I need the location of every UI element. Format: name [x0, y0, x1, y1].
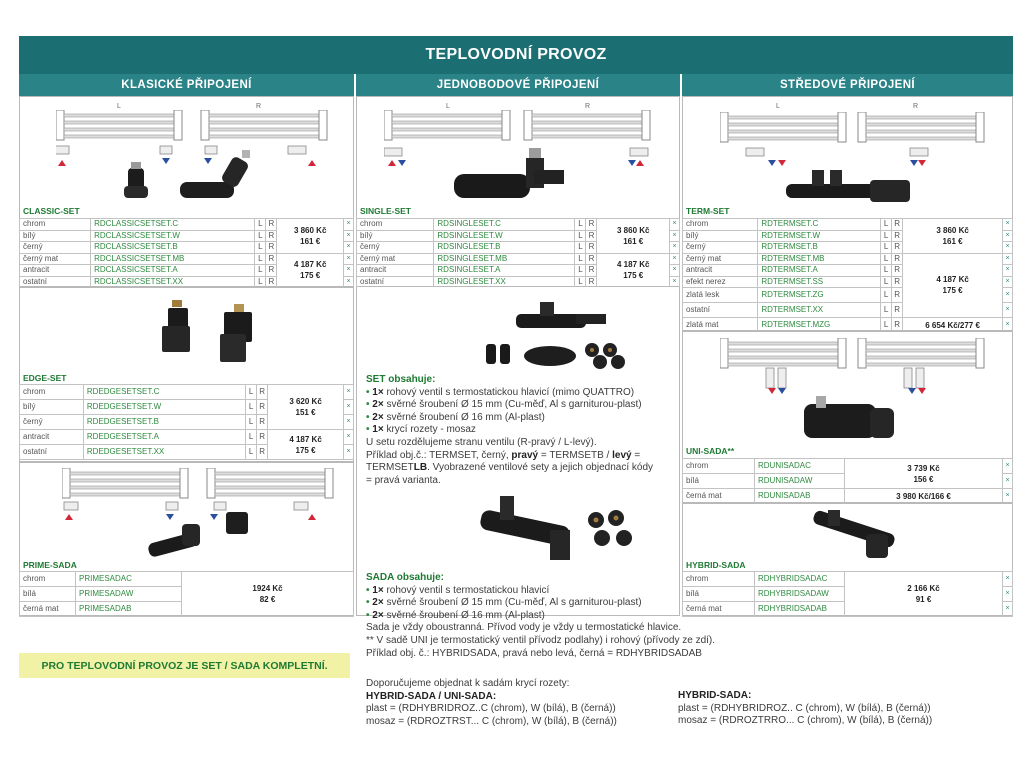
table-cell [903, 253, 1003, 318]
table-cell: L [255, 265, 266, 277]
table-cell: RDCLASSICSETSET.C [91, 219, 255, 231]
table-cell: antracit [20, 430, 84, 445]
table-cell: × [1003, 276, 1013, 288]
table-cell: bílý [20, 230, 91, 242]
table-cell: R [266, 219, 277, 231]
table-row [683, 219, 1013, 231]
table-cell: × [1003, 219, 1013, 231]
text-fragment: rohový ventil s termostatickou hlavicí [383, 584, 550, 596]
text-fragment: 3 860 Kč [617, 225, 650, 235]
table-cell: R [892, 276, 903, 288]
table-cell: R [257, 445, 268, 460]
table-cell: PRIMESADAC [76, 572, 182, 587]
table-cell: ostatní [357, 276, 434, 288]
table-cell: RDSINGLESET.XX [434, 276, 575, 288]
table-cell: RDCLASSICSETSET.A [91, 265, 255, 277]
table-cell: × [1003, 587, 1013, 602]
table-cell: × [344, 385, 354, 400]
table-cell: L [255, 253, 266, 265]
text-fragment: 175 € [300, 271, 321, 281]
table-cell: RDTERMSET.ZG [758, 288, 881, 303]
classic-set-table [19, 218, 354, 288]
table-cell: × [344, 445, 354, 460]
table-cell: × [344, 265, 354, 277]
table-cell: černý [20, 415, 84, 430]
uni-sada-diagram [720, 338, 1000, 448]
text-fragment: HYBRID-SADA: [678, 690, 752, 701]
table-row [20, 385, 354, 400]
term-set-table [682, 218, 1013, 333]
table-cell: L [575, 242, 586, 254]
text-fragment: HYBRID-SADA / UNI-SADA: [366, 690, 497, 702]
table-cell: ostatní [20, 445, 84, 460]
text-fragment: Doporučujeme objednat k sadám krycí rozety: [366, 678, 570, 689]
text-fragment: ** V sadě UNI je termostatický ventil přívodz podlahy) i rohový (přívody ze zdí). [366, 634, 716, 646]
table-cell [845, 572, 1003, 617]
table-cell: × [1003, 489, 1013, 504]
table-cell: bílá [683, 587, 755, 602]
text-fragment: 161 € [942, 236, 963, 246]
table-cell: RDSINGLESET.A [434, 265, 575, 277]
prime-sada-name: PRIME-SADA [23, 560, 77, 570]
table-cell: × [344, 276, 354, 288]
label-left: L [117, 103, 121, 110]
table-cell: antracit [20, 265, 91, 277]
set-contents-image [480, 300, 640, 372]
text-fragment: • [366, 386, 373, 398]
table-cell: RDUNISADAB [755, 489, 845, 504]
table-cell: 3 980 Kč/166 € [845, 489, 1003, 504]
text-fragment: 175 € [295, 445, 316, 455]
table-cell: efekt nerez [683, 276, 758, 288]
table-cell: R [257, 385, 268, 400]
table-cell: černý mat [683, 253, 758, 265]
table-cell: R [266, 253, 277, 265]
text-fragment [366, 450, 676, 463]
text-fragment: rohový ventil s termostatickou hlavicí (mimo QUATTRO) [383, 386, 635, 398]
table-cell: RDEDGESETSET.XX [83, 445, 245, 460]
table-cell: R [586, 230, 597, 242]
prime-sada-table [19, 571, 354, 617]
table-row [683, 253, 1013, 265]
text-fragment: U setu rozdělujeme stranu ventilu (R-pravý / L-levý). [366, 436, 597, 448]
table-cell: RDEDGESETSET.C [83, 385, 245, 400]
table-cell: černý [683, 242, 758, 254]
table-row [20, 572, 354, 587]
table-cell [597, 253, 670, 288]
text-fragment: 4 187 Kč [293, 260, 327, 270]
table-cell: zlatá mat [683, 318, 758, 333]
table-cell: chrom [20, 572, 76, 587]
table-cell: RDTERMSET.B [758, 242, 881, 254]
classic-set-name: CLASSIC-SET [23, 206, 80, 216]
label-right: R [585, 103, 591, 110]
table-cell: R [266, 230, 277, 242]
text-fragment: svěrné šroubení Ø 16 mm (Al-plast) [383, 411, 545, 423]
text-fragment: 2× [372, 609, 384, 621]
table-cell [268, 385, 344, 430]
table-cell: R [257, 430, 268, 445]
text-fragment: pravý [511, 449, 539, 461]
text-fragment: plast = (RDHYBRIDROZ..C (chrom), W (bílá), B (černá)) [366, 703, 616, 715]
table-cell: R [266, 276, 277, 288]
text-fragment: 4 187 Kč [617, 260, 650, 270]
table-cell: L [246, 400, 257, 415]
hybrid-sada-table [682, 571, 1013, 617]
text-fragment: krycí rozety - mosaz [383, 424, 476, 436]
text-fragment: svěrné šroubení Ø 15 mm (Cu-měď, Al s garniturou-plast) [383, 399, 642, 411]
table-cell: × [344, 230, 354, 242]
table-cell: L [881, 230, 892, 242]
table-cell: R [892, 318, 903, 333]
table-cell: L [881, 303, 892, 318]
table-cell: antracit [357, 265, 434, 277]
table-cell: L [881, 219, 892, 231]
table-cell: L [575, 276, 586, 288]
table-cell: RDSINGLESET.B [434, 242, 575, 254]
table-cell: R [892, 230, 903, 242]
table-row [20, 253, 354, 265]
table-cell: × [1003, 253, 1013, 265]
table-cell: chrom [20, 219, 91, 231]
text-fragment: Sada je vždy oboustranná. Přívod vody je vždy u termostatické hlavice. [366, 622, 682, 634]
table-cell: RDTERMSET.SS [758, 276, 881, 288]
table-cell: RDCLASSICSETSET.XX [91, 276, 255, 288]
table-cell: R [266, 265, 277, 277]
text-fragment: 4 187 Kč [936, 275, 969, 285]
text-fragment: 156 € [913, 474, 934, 484]
table-cell: zlatá lesk [683, 288, 758, 303]
table-cell: × [1003, 602, 1013, 617]
table-cell: černý mat [357, 253, 434, 265]
text-fragment: 3 739 Kč [907, 463, 940, 473]
table-cell: R [257, 400, 268, 415]
table-cell [597, 219, 670, 254]
table-cell: L [881, 265, 892, 277]
single-set-diagram [384, 110, 674, 202]
table-cell: chrom [683, 572, 755, 587]
table-cell: L [881, 318, 892, 333]
table-cell: L [255, 230, 266, 242]
text-fragment: Příklad obj.č.: TERMSET, černý, [366, 449, 512, 461]
table-row [357, 253, 680, 265]
table-cell: × [1003, 318, 1013, 333]
table-cell: R [892, 288, 903, 303]
text-fragment: 2× [372, 399, 384, 411]
text-fragment: levý [612, 449, 632, 461]
table-cell: chrom [683, 459, 755, 474]
table-cell: × [670, 276, 680, 288]
table-cell: × [670, 230, 680, 242]
text-fragment: 1× [372, 386, 384, 398]
text-fragment: • [366, 597, 373, 609]
text-fragment [366, 424, 676, 437]
table-cell: černý [20, 242, 91, 254]
table-cell: L [246, 445, 257, 460]
table-cell: RDEDGESETSET.W [83, 400, 245, 415]
text-fragment: = pravá varianta. [366, 474, 441, 486]
column-header-central: STŘEDOVÉ PŘIPOJENÍ [682, 74, 1013, 96]
text-fragment: = TERMSETB / [538, 449, 613, 461]
table-cell: R [892, 303, 903, 318]
table-cell: chrom [357, 219, 434, 231]
label-left: L [446, 103, 450, 110]
table-cell: ostatní [683, 303, 758, 318]
table-cell: L [575, 265, 586, 277]
table-cell: RDEDGESETSET.A [83, 430, 245, 445]
single-set-table [356, 218, 680, 288]
table-cell: bílý [357, 230, 434, 242]
table-cell: R [586, 265, 597, 277]
text-fragment [366, 412, 676, 425]
term-set-diagram [720, 112, 1000, 208]
text-fragment: TERMSET [366, 462, 414, 474]
text-fragment: 3 860 Kč [936, 225, 969, 235]
table-cell: R [586, 242, 597, 254]
table-cell: RDSINGLESET.C [434, 219, 575, 231]
table-cell: antracit [683, 265, 758, 277]
table-cell: L [246, 430, 257, 445]
table-cell: černá mat [683, 489, 755, 504]
prime-sada-diagram [62, 468, 352, 560]
completeness-note: PRO TEPLOVODNÍ PROVOZ JE SET / SADA KOMPLETNÍ. [19, 653, 350, 678]
table-cell: L [255, 276, 266, 288]
table-cell: RDCLASSICSETSET.B [91, 242, 255, 254]
table-cell: bílý [20, 400, 84, 415]
text-fragment: 161 € [300, 236, 321, 246]
edge-set-name: EDGE-SET [23, 373, 67, 383]
table-cell: 6 654 Kč/277 € [903, 318, 1003, 333]
label-right: R [913, 103, 919, 110]
table-cell: R [586, 219, 597, 231]
sada-contents-heading: SADA obsahuje: [366, 572, 444, 583]
table-cell: RDSINGLESET.W [434, 230, 575, 242]
text-fragment: 1× [372, 424, 384, 436]
table-cell: RDCLASSICSETSET.W [91, 230, 255, 242]
table-cell: L [246, 385, 257, 400]
table-row [683, 489, 1013, 504]
table-cell: L [881, 253, 892, 265]
text-fragment: . Vyobrazené ventilové sety a jejich objednací kódy [427, 462, 653, 474]
table-cell: × [670, 242, 680, 254]
table-row [20, 430, 354, 445]
table-cell: × [344, 430, 354, 445]
table-cell: černý [357, 242, 434, 254]
text-fragment: plast = (RDHYBRIDROZ.. C (chrom), W (bílá), B (černá)) [678, 702, 931, 714]
text-fragment: • [366, 411, 373, 423]
table-cell: × [344, 253, 354, 265]
edge-set-table [19, 384, 354, 460]
table-cell: L [881, 242, 892, 254]
uni-sada-table [682, 458, 1013, 504]
table-row [683, 572, 1013, 587]
table-cell: černá mat [683, 602, 755, 617]
table-cell: × [1003, 230, 1013, 242]
set-contents-text [366, 374, 676, 487]
table-cell: R [586, 253, 597, 265]
table-cell: R [892, 242, 903, 254]
table-cell [845, 459, 1003, 489]
table-cell: R [257, 415, 268, 430]
label-left: L [776, 103, 780, 110]
table-cell: × [344, 242, 354, 254]
table-cell: × [670, 219, 680, 231]
table-cell: × [1003, 242, 1013, 254]
text-fragment: 82 € [259, 595, 276, 604]
text-fragment: • [366, 424, 373, 436]
text-fragment: • [366, 399, 373, 411]
table-cell: × [1003, 288, 1013, 303]
table-cell: × [670, 253, 680, 265]
text-fragment [366, 399, 676, 412]
text-fragment: 2× [372, 597, 384, 609]
table-cell: RDTERMSET.A [758, 265, 881, 277]
table-cell: × [1003, 265, 1013, 277]
text-fragment [366, 387, 676, 400]
table-cell: RDHYBRIDSADAC [755, 572, 845, 587]
text-fragment: 3 860 Kč [293, 225, 327, 235]
text-fragment: svěrné šroubení Ø 16 mm (Al-plast) [383, 609, 545, 621]
table-cell: L [255, 242, 266, 254]
table-cell [268, 430, 344, 460]
table-cell: × [1003, 459, 1013, 474]
text-fragment: mosaz = (RDROZTRST... C (chrom), W (bílá), B (černá)) [366, 715, 617, 727]
column-header-classic: KLASICKÉ PŘIPOJENÍ [19, 74, 354, 96]
column-header-single: JEDNOBODOVÉ PŘIPOJENÍ [356, 74, 680, 96]
text-fragment: = [631, 449, 641, 461]
text-fragment: svěrné šroubení Ø 15 mm (Cu-měď, Al s garniturou-plast) [383, 597, 642, 609]
table-cell: R [892, 253, 903, 265]
table-cell: × [1003, 572, 1013, 587]
text-fragment: LB [413, 462, 428, 474]
table-cell: RDTERMSET.W [758, 230, 881, 242]
text-fragment: 3 620 Kč [289, 397, 322, 406]
text-fragment: 161 € [623, 236, 644, 246]
table-cell: × [344, 400, 354, 415]
table-cell: RDSINGLESET.MB [434, 253, 575, 265]
table-cell: R [586, 276, 597, 288]
table-cell: ostatní [20, 276, 91, 288]
table-cell: R [892, 219, 903, 231]
table-cell: chrom [20, 385, 84, 400]
text-fragment: • [366, 609, 373, 621]
table-cell [182, 572, 354, 617]
text-fragment [366, 462, 676, 475]
table-cell: × [1003, 303, 1013, 318]
text-fragment: 1924 Kč [252, 584, 283, 593]
table-row [683, 459, 1013, 474]
text-fragment: mosaz = (RDROZTRRO... C (chrom), W (bílá), B (černá)) [678, 715, 933, 727]
text-fragment: 2× [372, 411, 384, 423]
table-cell: černá mat [20, 602, 76, 617]
text-fragment: 151 € [295, 408, 316, 417]
table-cell: RDTERMSET.MZG [758, 318, 881, 333]
edge-set-image [150, 298, 270, 370]
text-fragment: Příklad obj. č.: HYBRIDSADA, pravá nebo levá, černá = RDHYBRIDSADAB [366, 647, 702, 659]
table-cell: bílá [683, 474, 755, 489]
table-cell: × [1003, 474, 1013, 489]
table-cell: RDTERMSET.XX [758, 303, 881, 318]
table-cell: RDTERMSET.C [758, 219, 881, 231]
table-cell: RDTERMSET.MB [758, 253, 881, 265]
table-cell: bílá [20, 587, 76, 602]
table-cell: × [670, 265, 680, 277]
table-cell: L [575, 230, 586, 242]
set-contents-heading: SET obsahuje: [366, 374, 436, 385]
text-fragment: 2 166 Kč [907, 584, 940, 593]
table-cell: RDHYBRIDSADAW [755, 587, 845, 602]
label-right: R [256, 103, 262, 110]
table-cell: L [881, 276, 892, 288]
table-cell [903, 219, 1003, 254]
text-fragment: 91 € [915, 595, 932, 604]
table-cell: R [266, 242, 277, 254]
table-cell [277, 219, 344, 254]
recommendation-left [366, 678, 686, 728]
hybrid-sada-name: HYBRID-SADA [686, 560, 746, 570]
text-fragment: 175 € [623, 271, 644, 281]
table-cell: L [255, 219, 266, 231]
table-cell: bílý [683, 230, 758, 242]
recommendation-right [678, 690, 998, 728]
table-cell: RDHYBRIDSADAB [755, 602, 845, 617]
table-cell: L [246, 415, 257, 430]
table-cell: RDUNISADAC [755, 459, 845, 474]
sada-contents-image [470, 488, 650, 574]
text-fragment: • [366, 584, 373, 596]
text-fragment: 4 187 Kč [289, 434, 322, 444]
table-cell: RDCLASSICSETSET.MB [91, 253, 255, 265]
table-cell: černý mat [20, 253, 91, 265]
classic-set-diagram [56, 110, 346, 200]
table-cell: PRIMESADAW [76, 587, 182, 602]
table-cell: PRIMESADAB [76, 602, 182, 617]
table-cell: L [881, 288, 892, 303]
text-fragment: 1× [372, 584, 384, 596]
hybrid-sada-image [806, 506, 902, 562]
table-cell: R [892, 265, 903, 277]
uni-sada-name: UNI-SADA** [686, 446, 735, 456]
table-cell: × [344, 219, 354, 231]
table-cell: L [575, 253, 586, 265]
table-cell: L [575, 219, 586, 231]
table-cell: RDEDGESETSET.B [83, 415, 245, 430]
table-cell: RDUNISADAW [755, 474, 845, 489]
text-fragment: 175 € [942, 286, 963, 296]
table-row [20, 219, 354, 231]
table-row [357, 219, 680, 231]
table-cell [277, 253, 344, 288]
table-cell: × [344, 415, 354, 430]
table-cell: chrom [683, 219, 758, 231]
single-set-name: SINGLE-SET [360, 206, 412, 216]
term-set-name: TERM-SET [686, 206, 730, 216]
page-title: TEPLOVODNÍ PROVOZ [19, 36, 1013, 74]
